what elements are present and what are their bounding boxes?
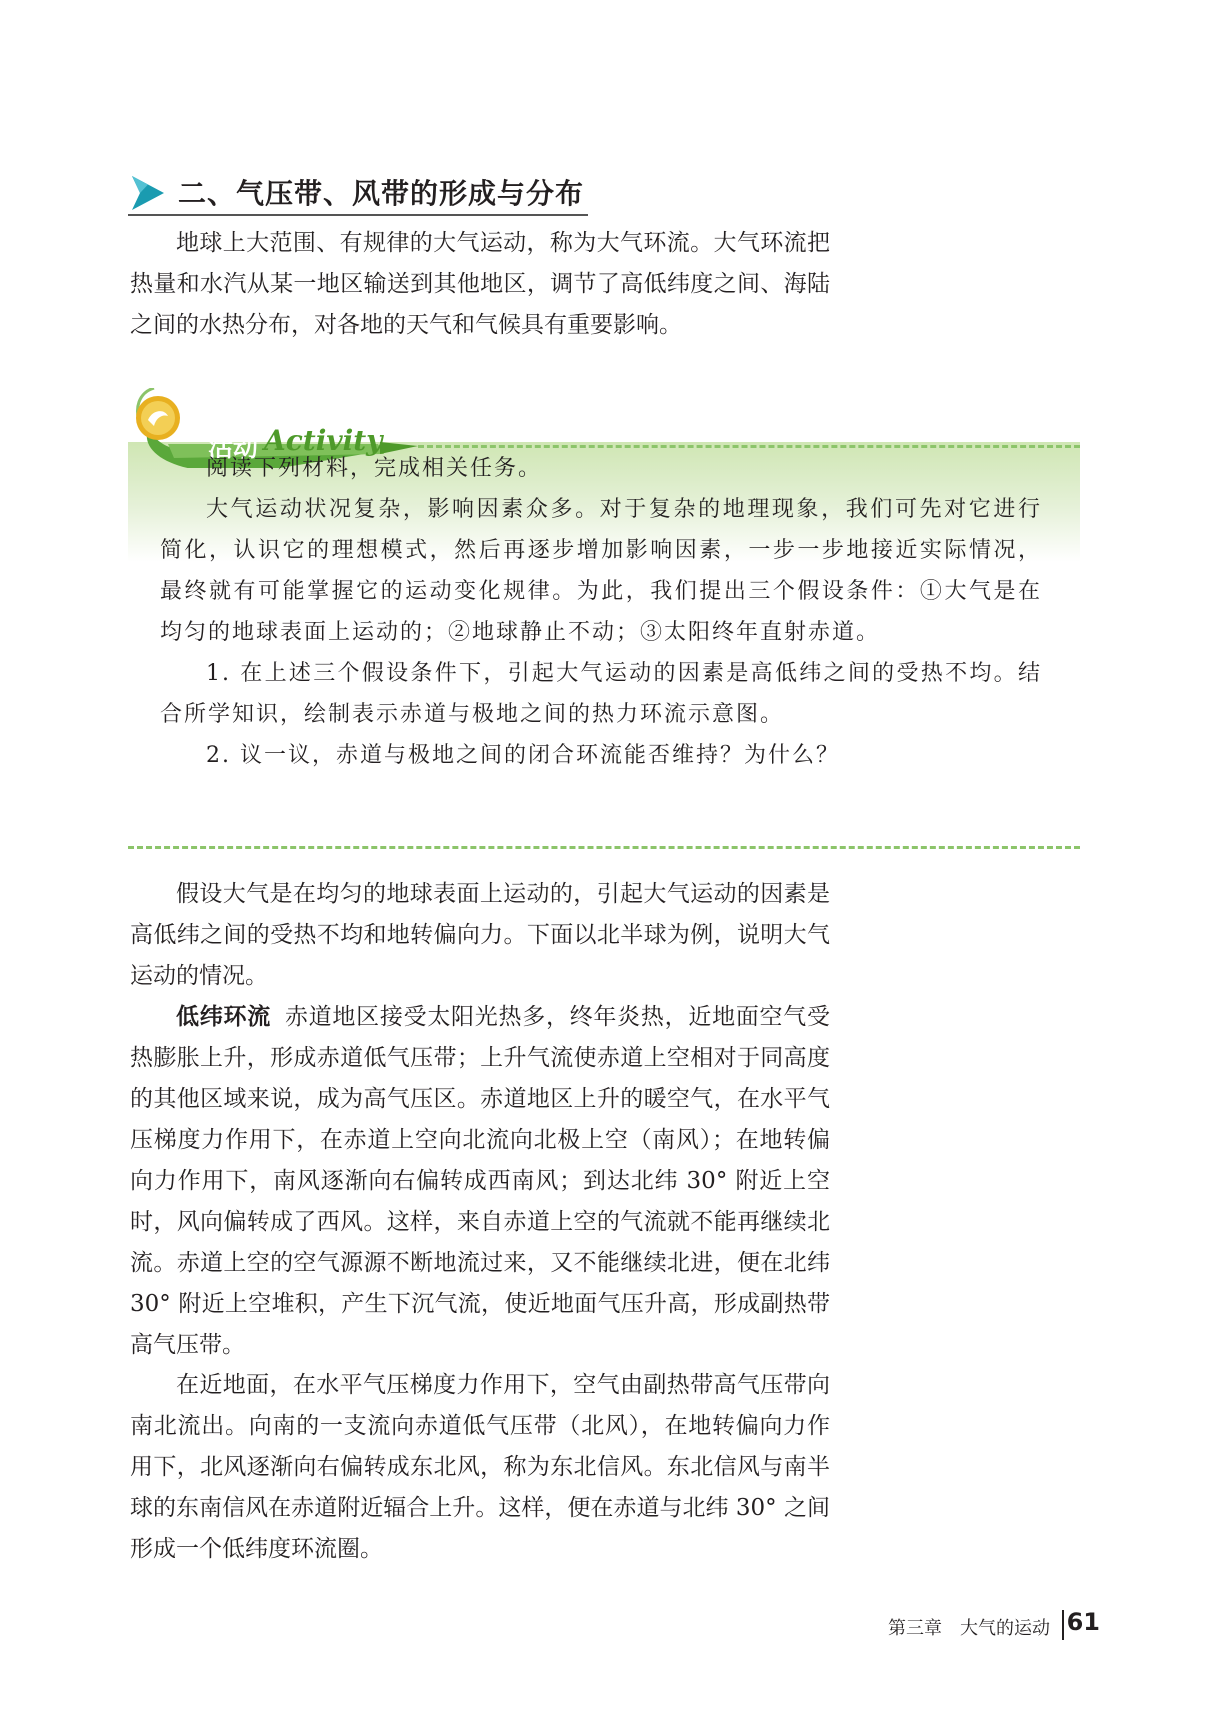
footer-divider [1062,1610,1064,1640]
activity-material: 大气运动状况复杂，影响因素众多。对于复杂的地理现象，我们可先对它进行简化，认识它的理想模式，然后再逐步增加影响因素，一步一步地接近实际情况，最终就有可能掌握它的运动变化规律。为此，我们提出三个假设条件：①大气是在均匀的地球表面上运动的；②地球静止不动；③太阳终年直射赤道。 [160,497,1042,645]
page-footer [890,1608,1110,1644]
activity-box [128,388,1080,850]
paragraph-2-text: 赤道地区接受太阳光热多，终年炎热，近地面空气受热膨胀上升，形成赤道低气压带；上升气流使赤道上空相对于同高度的其他区域来说，成为高气压区。赤道地区上升的暖空气，在水平气压梯度力作用下，在赤道上空向北流向北极上空（南风）；在地转偏向力作用下，南风逐渐向右偏转成西南风；到达北纬 30° 附近上空时，风向偏转成了西风。这样，来自赤道上空的气流就不能再继续北流。赤道上空的空气源源不断地流过来，又不能继续北进，便在北纬 30° 附近上空堆积，产生下沉气流，使近地面气压升高，形成副热带高气压带。 [130,1004,831,1358]
play-arrow-icon [132,176,164,210]
activity-label-en: Activity [264,424,383,457]
intro-paragraph: 地球上大范围、有规律的大气运动，称为大气环流。大气环流把热量和水汽从某一地区输送到其他地区，调节了高低纬度之间、海陆之间的水热分布，对各地的天气和气候具有重要影响。 [130,230,830,338]
section-heading [128,168,588,216]
activity-instruction: 阅读下列材料，完成相关任务。 [206,456,543,481]
body-paragraph-3: 在近地面，在水平气压梯度力作用下，空气由副热带高气压带向南北流出。向南的一支流向赤道低气压带（北风），在地转偏向力作用下，北风逐渐向右偏转成东北风，称为东北信风。东北信风与南半球的东南信风在赤道附近辐合上升。这样，便在赤道与北纬 30° 之间形成一个低纬度环流圈。 [130,1372,830,1562]
paragraph-lead-term: 低纬环流 [176,1004,271,1030]
body-paragraph-2 [130,997,830,1366]
activity-bottom-divider [128,846,1080,849]
section-title: 二、气压带、风带的形成与分布 [178,177,585,210]
heading-underline [128,214,588,216]
activity-task-1: 1. 在上述三个假设条件下，引起大气运动的因素是高低纬之间的受热不均。结合所学知识，绘制表示赤道与极地之间的热力环流示意图。 [160,661,1042,727]
body-paragraph-1: 假设大气是在均匀的地球表面上运动的，引起大气运动的因素是高低纬之间的受热不均和地转偏向力。下面以北半球为例，说明大气运动的情况。 [130,881,830,989]
activity-task-2: 2. 议一议，赤道与极地之间的闭合环流能否维持？为什么？ [206,743,840,768]
chapter-label: 第三章 大气的运动 [888,1618,1050,1639]
activity-label-cn: 活动 [208,433,259,462]
page-number: 61 [1066,1608,1100,1636]
